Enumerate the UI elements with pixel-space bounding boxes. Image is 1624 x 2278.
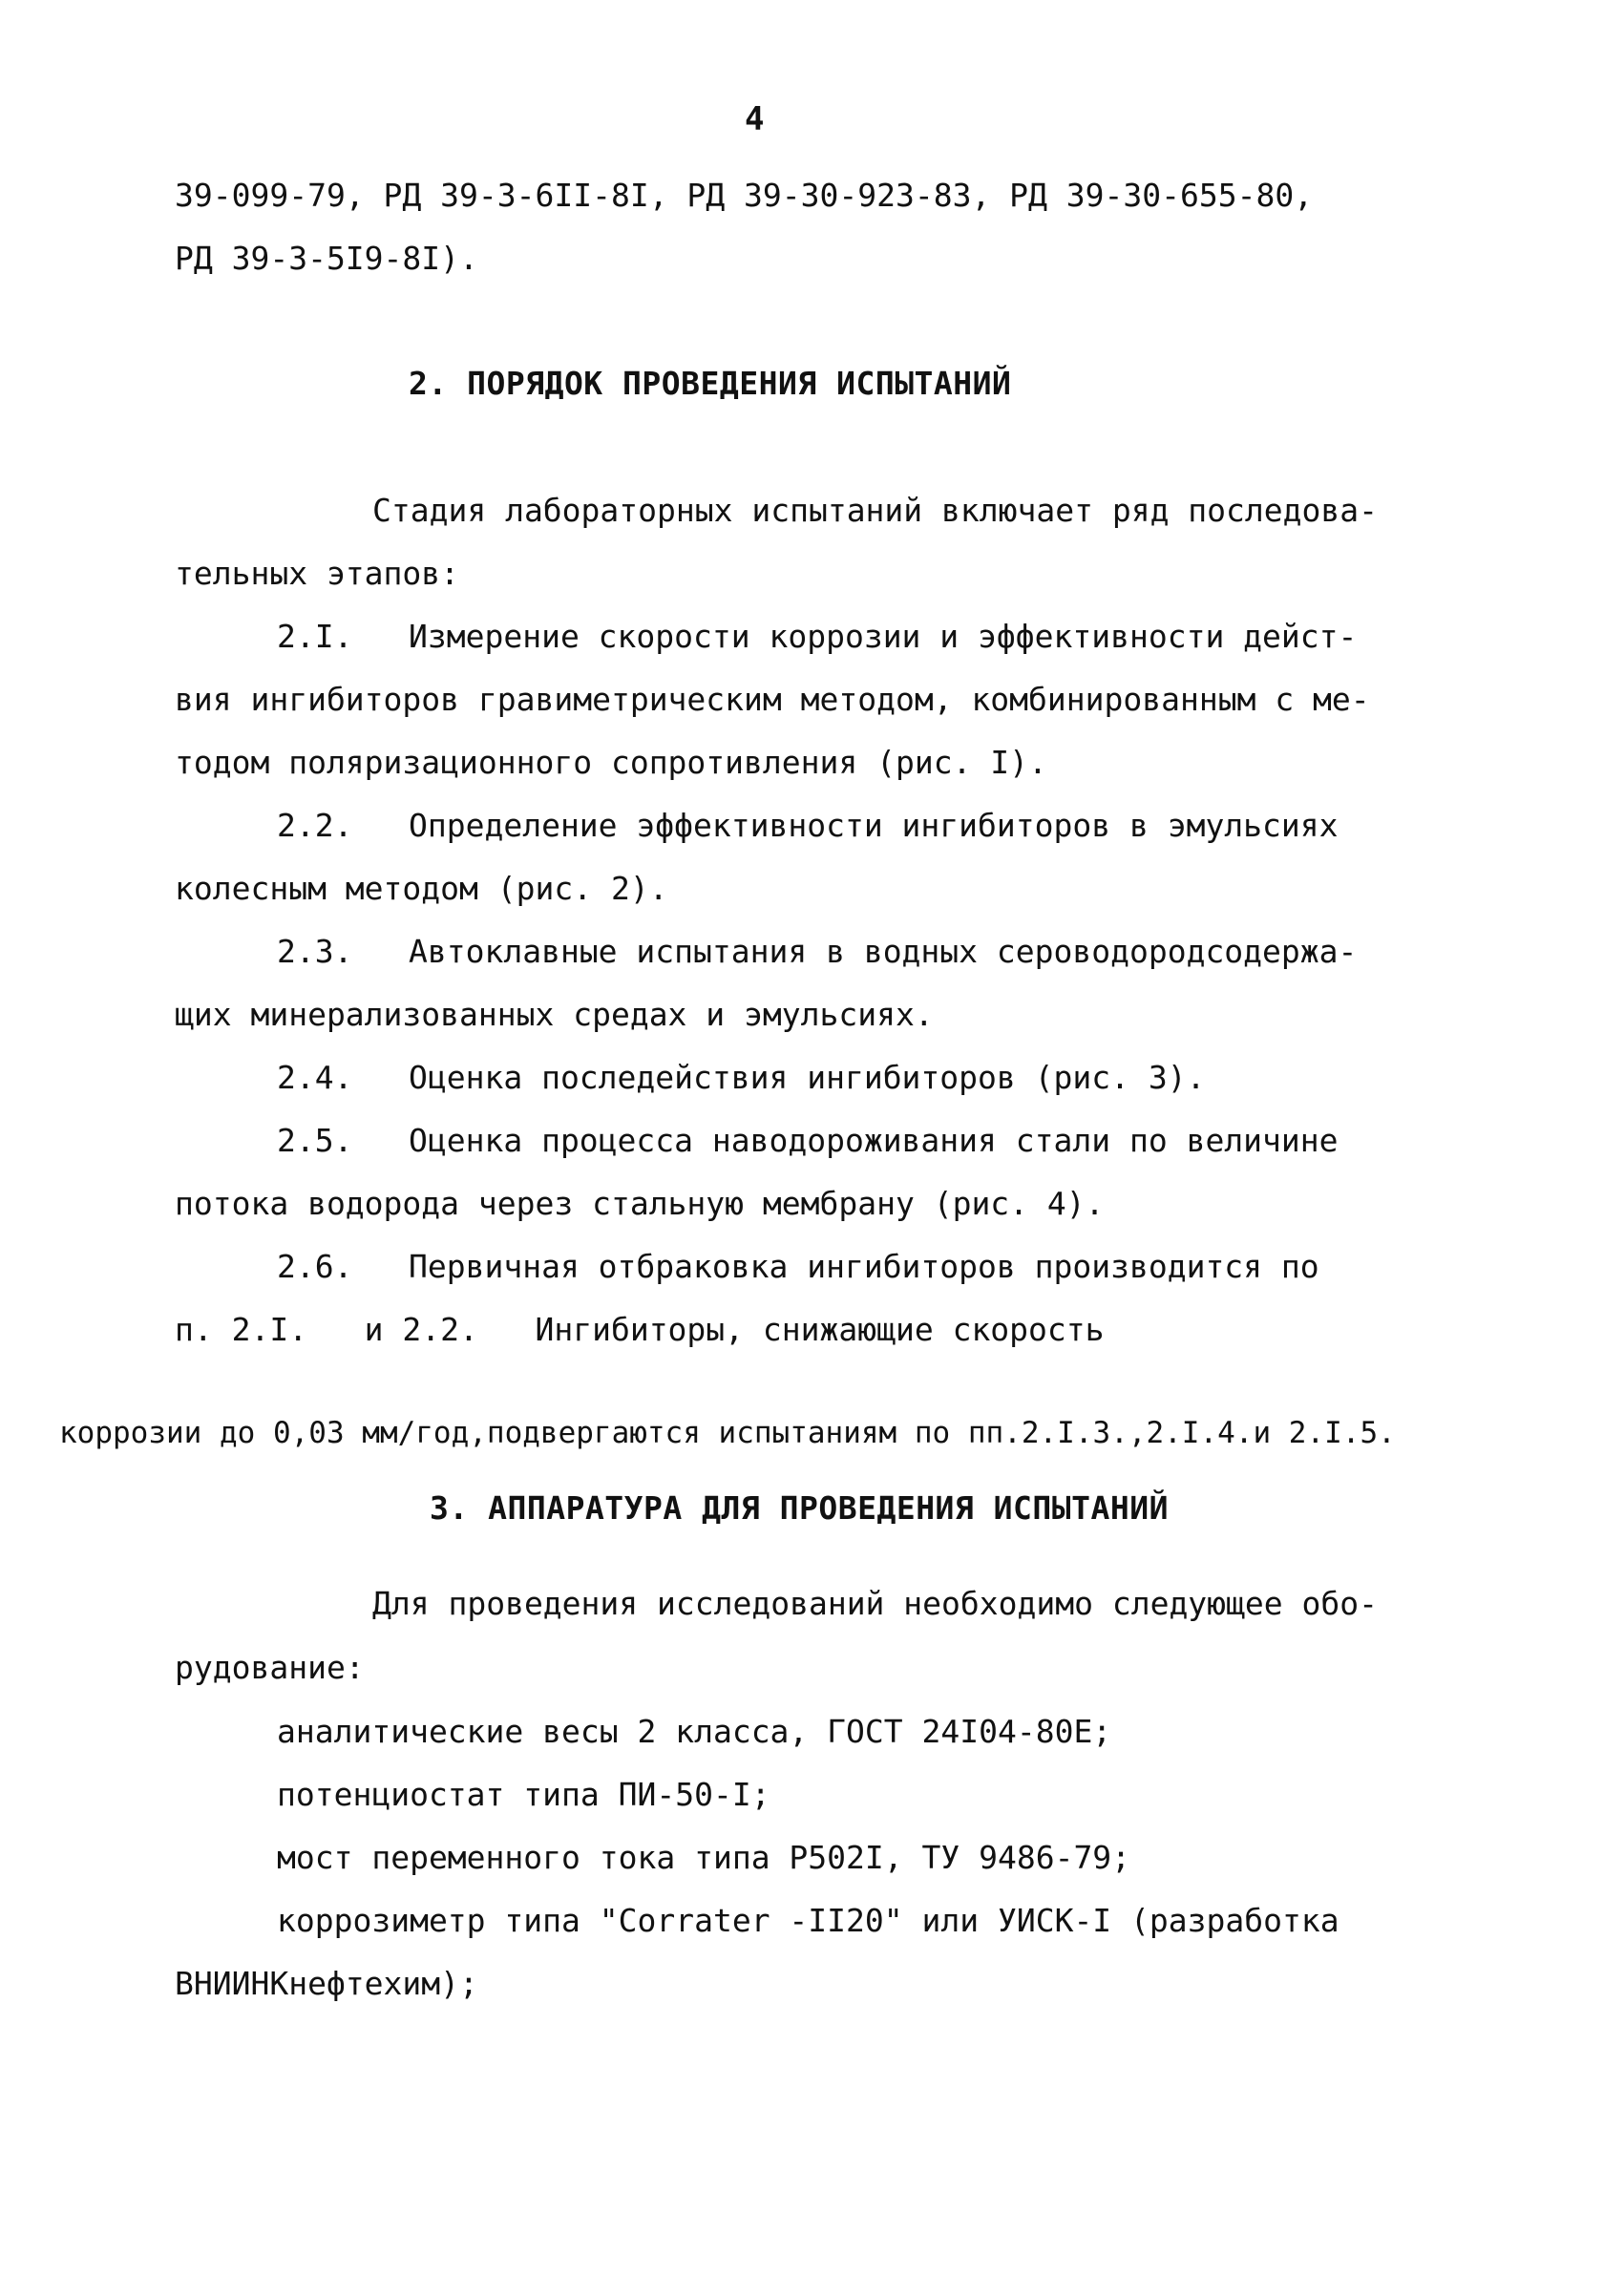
item-text-line: п. 2.I. и 2.2. Ингибиторы, снижающие скорость xyxy=(175,1311,1105,1348)
section-3-paragraph-line-2: рудование: xyxy=(175,1649,365,1686)
equipment-item: потенциостат типа ПИ-50-I; xyxy=(277,1776,770,1813)
section-2-paragraph-line-1: Стадия лабораторных испытаний включает ряд последова- xyxy=(372,492,1378,529)
item-text-line: щих минерализованных средах и эмульсиях. xyxy=(175,996,934,1033)
item-number: 2.I. xyxy=(277,618,353,655)
item-number: 2.5. xyxy=(277,1122,353,1159)
equipment-item: мост переменного тока типа Р502I, ТУ 9486-79; xyxy=(277,1839,1131,1876)
item-text-line: колесным методом (рис. 2). xyxy=(175,870,668,907)
item-text-line-overflow: коррозии до 0,03 мм/год,подвергаются испытаниям по пп.2.I.3.,2.I.4.и 2.I.5. xyxy=(59,1416,1396,1450)
item-text-line: Первичная отбраковка ингибиторов производится по xyxy=(409,1248,1319,1285)
page-number: 4 xyxy=(745,100,765,138)
equipment-item: коррозиметр типа "Corrater -II20" или УИСК-I (разработка xyxy=(277,1902,1339,1939)
item-number: 2.4. xyxy=(277,1059,353,1096)
intro-line-1: 39-099-79, РД 39-3-6II-8I, РД 39-30-923-83, РД 39-30-655-80, xyxy=(175,177,1314,214)
section-3-paragraph-line-1: Для проведения исследований необходимо следующее обо- xyxy=(372,1585,1378,1622)
item-text-line: Определение эффективности ингибиторов в эмульсиях xyxy=(409,807,1339,844)
item-number: 2.2. xyxy=(277,807,353,844)
equipment-item-continuation: ВНИИНКнефтехим); xyxy=(175,1965,478,2002)
item-text-line: тодом поляризационного сопротивления (рис. I). xyxy=(175,744,1047,781)
equipment-item: аналитические весы 2 класса, ГОСТ 24I04-80Е; xyxy=(277,1713,1112,1750)
intro-line-2: РД 39-3-5I9-8I). xyxy=(175,240,478,277)
item-text-line: Измерение скорости коррозии и эффективности дейст- xyxy=(409,618,1358,655)
item-text-line: потока водорода через стальную мембрану (рис. 4). xyxy=(175,1185,1105,1222)
section-3-heading: 3. АППАРАТУРА ДЛЯ ПРОВЕДЕНИЯ ИСПЫТАНИЙ xyxy=(430,1489,1169,1527)
item-text-line: вия ингибиторов гравиметрическим методом, комбинированным с ме- xyxy=(175,681,1370,718)
item-text-line: Оценка процесса наводороживания стали по величине xyxy=(409,1122,1339,1159)
item-text-line: Автоклавные испытания в водных сероводородсодержа- xyxy=(409,933,1358,970)
item-number: 2.3. xyxy=(277,933,353,970)
section-2-paragraph-line-2: тельных этапов: xyxy=(175,555,460,592)
section-2-heading: 2. ПОРЯДОК ПРОВЕДЕНИЯ ИСПЫТАНИЙ xyxy=(409,365,1012,402)
item-text-line: Оценка последействия ингибиторов (рис. 3). xyxy=(409,1059,1206,1096)
item-number: 2.6. xyxy=(277,1248,353,1285)
